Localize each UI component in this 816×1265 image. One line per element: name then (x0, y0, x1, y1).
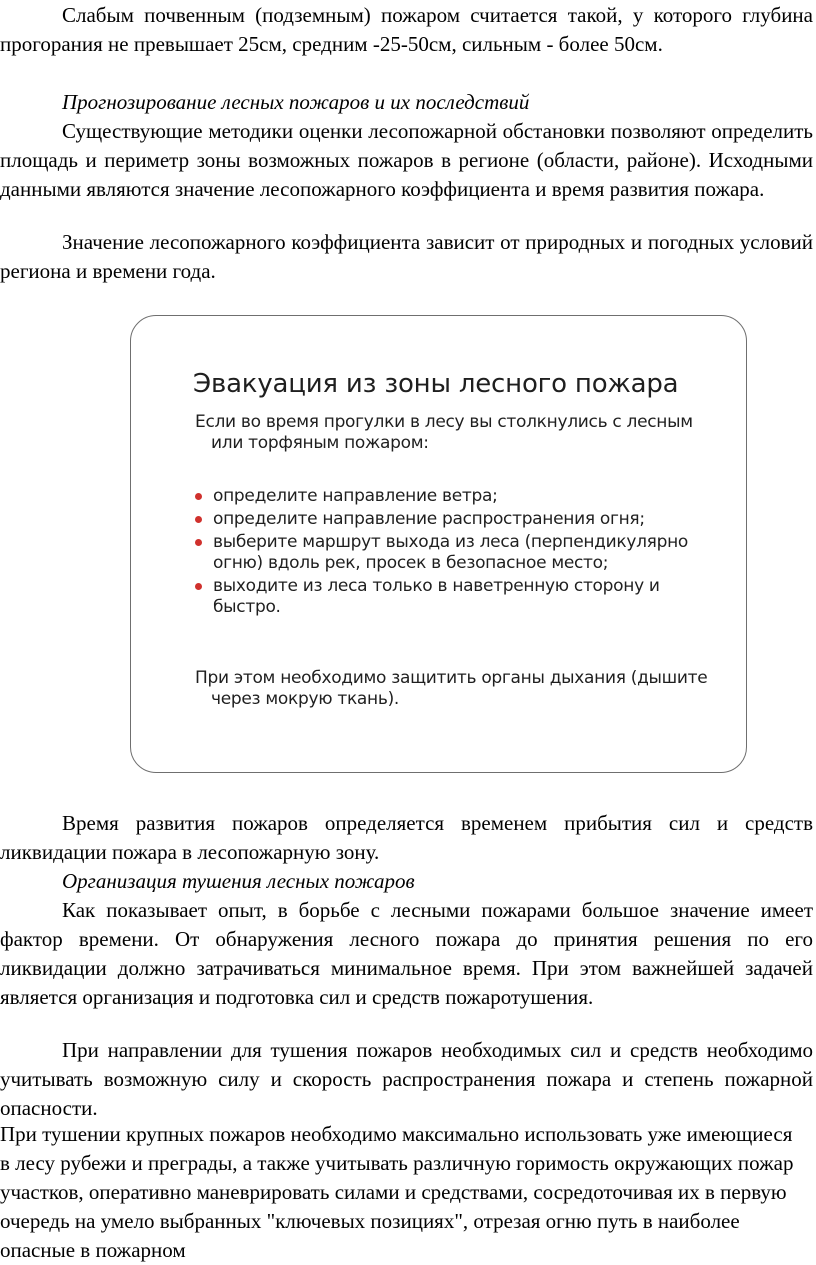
subheading-forecasting: Прогнозирование лесных пожаров и их последствий (62, 90, 530, 114)
paragraph-forces: При направлении для тушения пожаров необходимых сил и средств необходимо учитывать возможную силу и скорость распространения пожара и степень пожарной опасности. (0, 1038, 813, 1120)
slide-bullet-list (195, 486, 715, 620)
slide-bullet-item: определите направление распространения огня; (195, 509, 715, 530)
bullet-dot-icon (195, 583, 202, 590)
bullet-dot-icon (195, 516, 202, 523)
slide-bullet-item: выберите маршрут выхода из леса (перпендикулярно огню) вдоль рек, просек в безопасное место; (195, 532, 715, 574)
paragraph-large-fires: При тушении крупных пожаров необходимо максимально использовать уже имеющиеся в лесу рубежи и преграды, а также учитывать различную горимость окружающих пожар участков, оперативно маневрировать силами и средствами, сосредоточивая их в первую очередь на умело выбранных "ключевых позициях", отрезая огню путь в наиболее опасные в пожарном (0, 1122, 794, 1262)
slide-note: При этом необходимо защитить органы дыхания (дышите через мокрую ткань). (195, 668, 708, 709)
slide-bullet-item: определите направление ветра; (195, 486, 715, 507)
bullet-dot-icon (195, 539, 202, 546)
slide-intro: Если во время прогулки в лесу вы столкнулись с лесным или торфяным пожаром: (195, 412, 693, 453)
bullet-dot-icon (195, 493, 202, 500)
subheading-organization: Организация тушения лесных пожаров (62, 869, 415, 893)
slide-bullet-item: выходите из леса только в наветренную сторону и быстро. (195, 576, 715, 618)
slide-title: Эвакуация из зоны лесного пожара (193, 369, 679, 399)
paragraph-methods: Существующие методики оценки лесопожарной обстановки позволяют определить площадь и периметр зоны возможных пожаров в регионе (области, районе). Исходными данными являются значение лесопожарного коэффициента и время развития пожара. (0, 119, 813, 201)
paragraph-coefficient: Значение лесопожарного коэффициента зависит от природных и погодных условий региона и времени года. (0, 230, 813, 283)
paragraph-time-factor: Как показывает опыт, в борьбе с лесными пожарами большое значение имеет фактор времени. От обнаружения лесного пожара до принятия решения по его ликвидации должно затрачиваться минимальное время. При этом важнейшей задачей является организация и подготовка сил и средств пожаротушения. (0, 898, 813, 1009)
paragraph-development-time: Время развития пожаров определяется временем прибытия сил и средств ликвидации пожара в лесопожарную зону. (0, 811, 813, 864)
evacuation-slide (130, 315, 747, 773)
paragraph-soil-fire: Слабым почвенным (подземным) пожаром считается такой, у которого глубина прогорания не превышает 25см, средним -25-50см, сильным - более 50см. (0, 3, 813, 56)
